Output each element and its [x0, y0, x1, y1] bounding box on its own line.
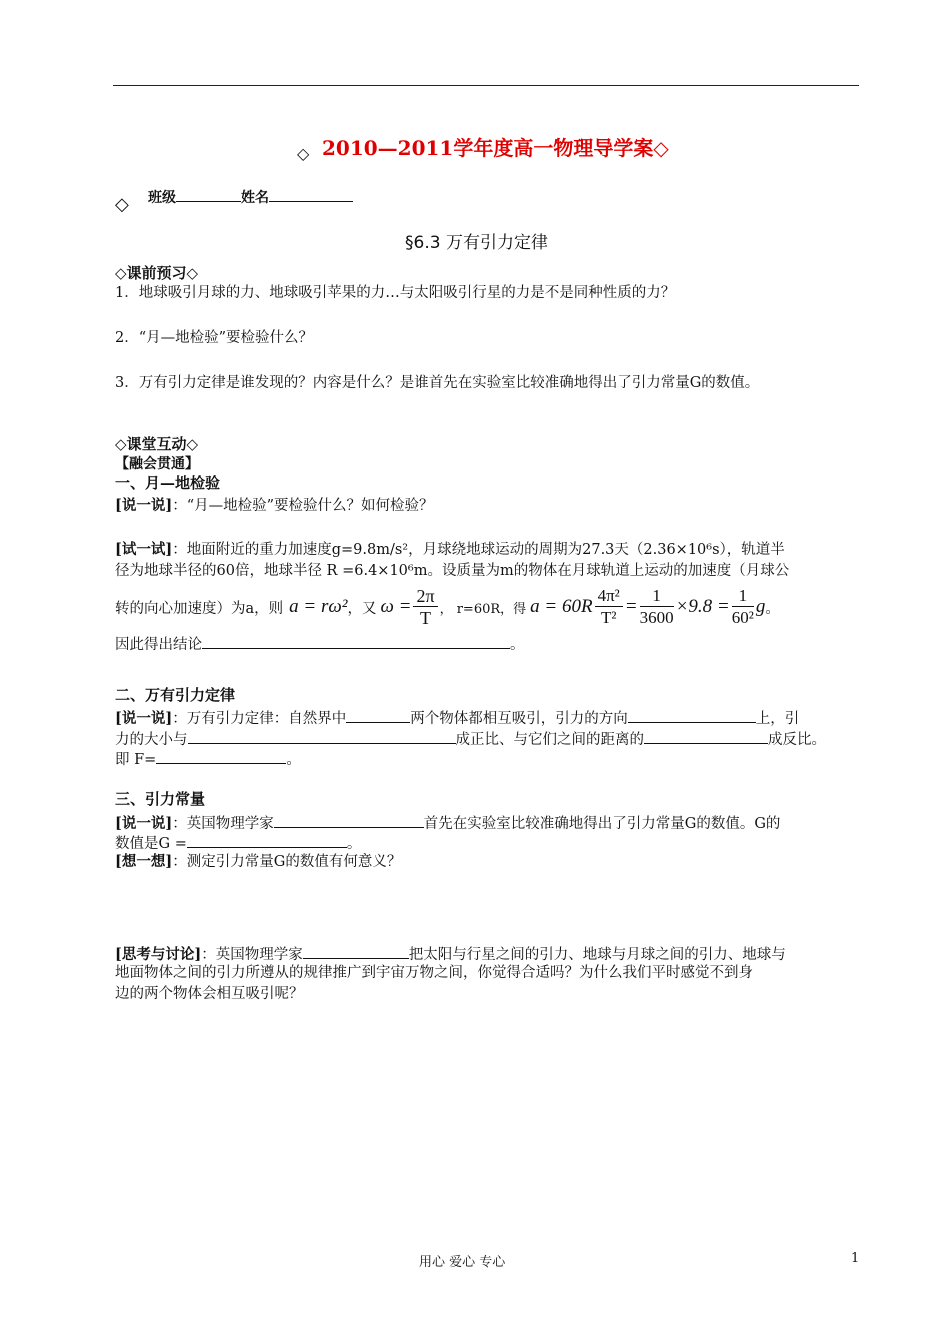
blank-direction[interactable]	[628, 706, 756, 723]
blank-range[interactable]	[346, 706, 410, 723]
p3-t2: 首先在实验室比较准确地得出了引力常量G的数值。G的	[423, 816, 781, 832]
preview-q3: 3．万有引力定律是谁发现的？内容是什么？是谁首先在实验室比较准确地得出了引力常量G的数值。	[115, 375, 760, 391]
class-blank[interactable]	[176, 185, 241, 202]
conclusion-label: 因此得出结论	[115, 637, 202, 653]
p3-t4: 。	[346, 836, 362, 852]
formula-a2: a = 60R	[530, 596, 593, 617]
blank-proportional[interactable]	[188, 727, 456, 744]
p3-t1: ：英国物理学家	[172, 816, 274, 832]
part1-formula-line	[115, 582, 780, 632]
p2-t5: 成正比、与它们之间的距离的	[455, 732, 644, 748]
p2-t7: 即 F=	[115, 752, 157, 768]
discuss-line2: 地面物体之间的引力所遵从的规律推广到宇宙万物之间，你觉得合适吗？为什么我们平时感觉不到身	[115, 965, 753, 981]
try-text-3b: ，又	[347, 600, 377, 617]
f1-den: 3600	[639, 607, 674, 627]
try-tag: [试一试]	[115, 541, 173, 558]
a2-num: 4π²	[595, 586, 623, 607]
formula-a: a = rω²	[289, 596, 348, 617]
p2-t3: 上，引	[755, 711, 800, 727]
name-label: 姓名	[241, 190, 269, 206]
try-text-3a: 转的向心加速度）为a，则	[115, 600, 284, 617]
class-name-line	[148, 185, 353, 207]
say-text: ：“月—地检验”要检验什么？如何检验？	[172, 498, 434, 514]
omega-den: T	[420, 607, 432, 628]
f2-fraction	[732, 586, 754, 629]
conclusion-blank[interactable]	[202, 632, 510, 649]
title-diamond: ◇	[297, 144, 310, 163]
f1-fraction	[640, 586, 674, 629]
part1-title: 一、月—地检验	[115, 474, 221, 492]
think-tag: [想一想]	[115, 853, 173, 870]
try-text-1: ：地面附近的重力加速度g=9.8m/s²，月球绕地球运动的周期为27.3天（2.36×10⁶s），轨道半	[172, 542, 785, 558]
part1-try-line2: 径为地球半径的60倍，地球半径 R =6.4×10⁶m。设质量为m的物体在月球轨道上运动的加速度（月球公	[115, 563, 790, 579]
omega-num: 2π	[413, 586, 437, 607]
p2-t6: 成反比。	[768, 732, 826, 748]
page-number: 1	[851, 1251, 860, 1266]
blank-discuss-physicist[interactable]	[303, 942, 409, 959]
d2: 把太阳与行星之间的引力、地球与月球之间的引力、地球与	[408, 947, 786, 963]
blank-g-value[interactable]	[187, 831, 347, 848]
classroom-heading: ◇课堂互动◇	[115, 435, 199, 453]
discuss-line3: 边的两个物体会相互吸引呢？	[115, 986, 304, 1002]
conclusion-end: 。	[510, 637, 525, 653]
header-rule	[113, 85, 859, 86]
a2-fraction	[595, 586, 623, 629]
say-tag: [说一说]	[115, 815, 173, 832]
part1-say	[115, 494, 434, 515]
footer-motto: 用心 爱心 专心	[419, 1255, 506, 1270]
part1-try-line1	[115, 539, 785, 561]
try-text-3c: ， r=60R，得	[439, 601, 527, 617]
p2-t1: ：万有引力定律：自然界中	[172, 711, 347, 727]
a2-den: T²	[600, 607, 617, 627]
part2-title: 二、万有引力定律	[115, 686, 236, 704]
f2-num: 1	[732, 586, 754, 607]
p2-t4: 力的大小与	[115, 732, 188, 748]
part2-line3	[115, 747, 301, 771]
blank-formula[interactable]	[156, 747, 286, 764]
f1-num: 1	[640, 586, 674, 607]
times-text: ×9.8 =	[675, 596, 730, 617]
blank-inverse[interactable]	[644, 727, 768, 744]
p3-t3: 数值是G =	[115, 836, 187, 852]
class-diamond: ◇	[115, 194, 129, 215]
p2-t2: 两个物体都相互吸引，引力的方向	[410, 711, 628, 727]
omega-fraction	[413, 586, 437, 629]
f2-den: 60²	[731, 607, 754, 627]
blank-physicist[interactable]	[274, 811, 424, 828]
section-title: §6.3 万有引力定律	[405, 233, 548, 253]
class-label: 班级	[148, 190, 176, 206]
preview-q2: 2．“月—地检验”要检验什么？	[115, 330, 314, 346]
equals: =	[624, 596, 638, 617]
preview-q1: 1．地球吸引月球的力、地球吸引苹果的力…与太阳吸引行星的力是不是同种性质的力？	[115, 285, 676, 301]
name-blank[interactable]	[269, 185, 353, 202]
part3-think	[115, 851, 401, 873]
say-tag: [说一说]	[115, 497, 173, 514]
p2-t8: 。	[286, 752, 301, 768]
d1: ：英国物理学家	[201, 947, 303, 963]
part1-conclusion	[115, 632, 525, 654]
think-text: ：测定引力常量G的数值有何意义？	[172, 854, 402, 870]
page-title: 2010—2011学年度高一物理导学案◇	[322, 136, 669, 160]
g-symbol: g	[755, 596, 766, 617]
part3-title: 三、引力常量	[115, 790, 206, 808]
period: 。	[765, 600, 780, 617]
classroom-subheading: 【融会贯通】	[115, 456, 199, 472]
say-tag: [说一说]	[115, 710, 173, 727]
discuss-tag: [思考与讨论]	[115, 946, 202, 963]
formula-omega: ω =	[380, 596, 412, 617]
preview-heading: ◇课前预习◇	[115, 264, 199, 282]
